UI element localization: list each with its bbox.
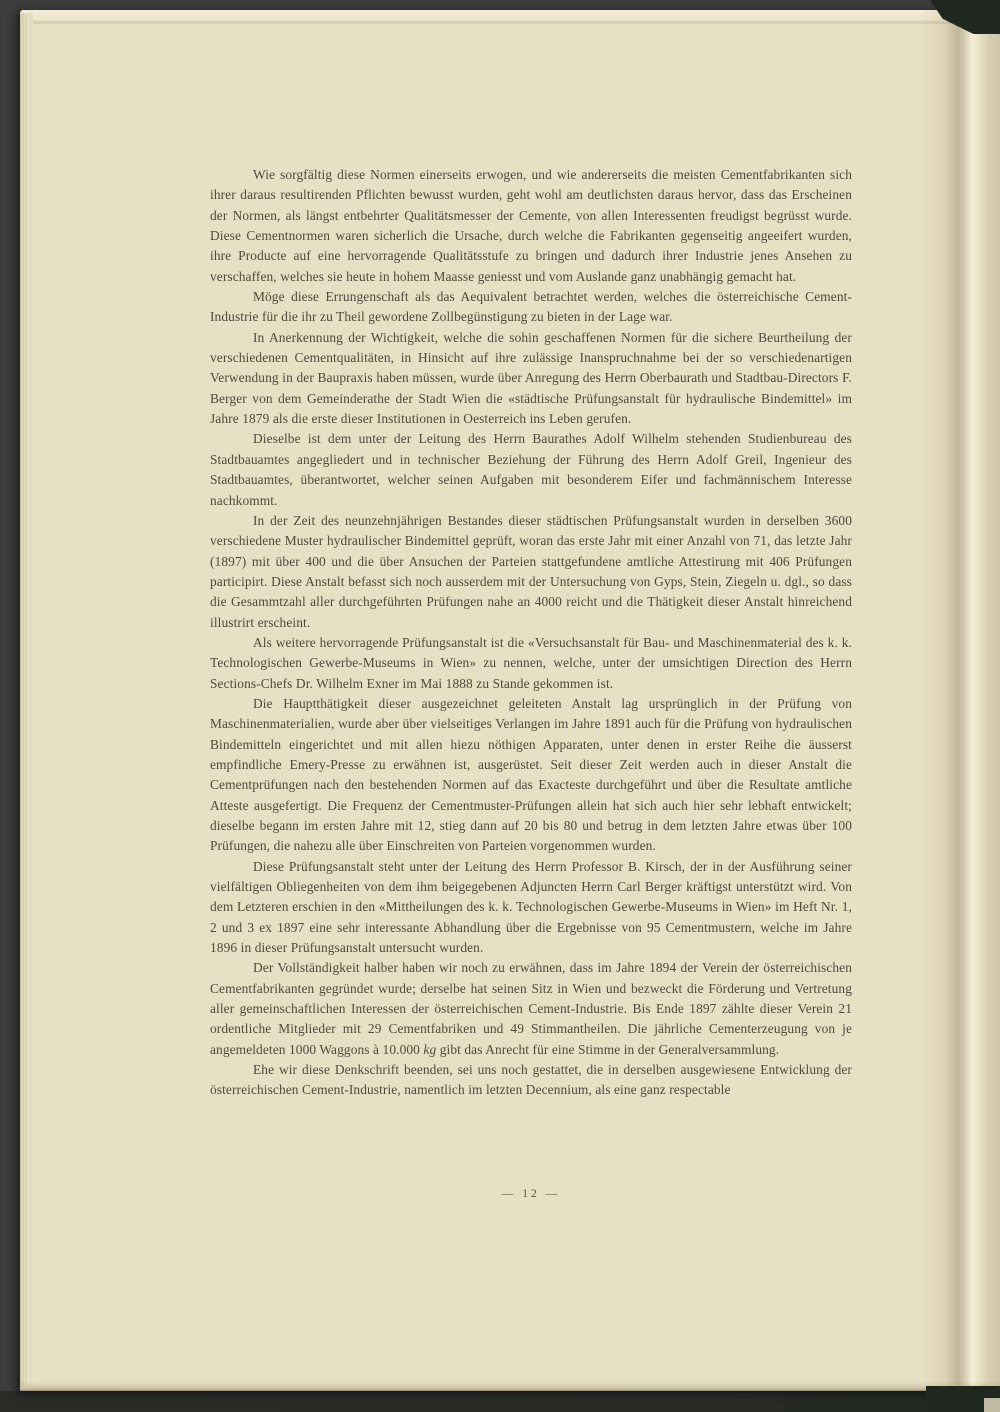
paragraph	[210, 165, 852, 287]
paragraph	[210, 857, 852, 959]
paragraph	[210, 694, 852, 857]
text-run: Die Hauptthätigkeit dieser ausgezeichnet geleiteten Anstalt lag ursprünglich in der Prüfung von Maschinenmaterialien, wurde aber über vielseitiges Verlangen im Jahre 1891 auch für die Prüfung von hydraulischen Bindemitteln eingerichtet und mit allen hiezu nöthigen Apparaten, unter denen in erster Reihe die äusserst empfindliche Emery-Presse zu erwähnen ist, ausgerüstet. Seit dieser Zeit werden auch in dieser Anstalt die Cementprüfungen nach den bestehenden Normen auf das Exacteste durchgeführt und über die Resultate amtliche Atteste ausgefertigt. Die Frequenz der Cementmuster-Prüfungen allein hat sich auch hier sehr lebhaft entwickelt; dieselbe begann im ersten Jahre mit 12, stieg dann auf 20 bis 80 und betrug in dem letzten Jahre etwas über 100 Prüfungen, die nahezu alle über Einschreiten von Parteien vorgenommen wurden.	[210, 695, 852, 854]
body-text	[210, 165, 852, 1101]
page-number: — 12 —	[501, 1188, 561, 1200]
text-run: Als weitere hervorragende Prüfungsanstalt ist die «Versuchsanstalt für Bau- und Maschinenmaterial des k. k. Technologischen Gewerbe-Museums in Wien» zu nennen, welche, unter der umsichtigen Direction des Herrn Sections-Chefs Dr. Wilhelm Exner im Mai 1888 zu Stande gekommen ist.	[210, 634, 852, 691]
book-cover-corner-bottom-right	[926, 1386, 1000, 1412]
text-run: Möge diese Errungenschaft als das Aequivalent betrachtet werden, welches die österreichische Cement-Industrie für die ihr zu Theil gewordene Zollbegünstigung zu bieten in der Lage war.	[210, 289, 852, 325]
page-gutter-fold	[922, 10, 1000, 1391]
text-run: Wie sorgfältig diese Normen einerseits erwogen, und wie andererseits die meisten Cementfabrikanten sich ihrer daraus resultirenden Pflichten bewusst wurden, geht wohl am deutlichsten daraus hervor, dass das Erscheinen der Normen, als längst entbehrter Qualitätsmesser der Cemente, von allen Interessenten freudigst begrüsst wurde. Diese Cementnormen waren sicherlich die Ursache, durch welche die Fabrikanten gegenseitig angeeifert wurden, ihre Producte auf eine hervorragende Qualitätsstufe zu bringen und dadurch ihrer Industrie jenes Ansehen zu verschaffen, welches sie heute in hohem Maasse geniesst und vom Auslande ganz unabhängig gemacht hat.	[210, 167, 852, 284]
page-bottom-edge	[20, 1381, 1000, 1391]
book-cover-bottom-shadow	[0, 1391, 1000, 1412]
book-page	[20, 10, 1000, 1391]
paragraph	[210, 1060, 852, 1101]
paragraph	[210, 633, 852, 694]
text-run: gibt das Anrecht für eine Stimme in der Generalversammlung.	[436, 1041, 780, 1057]
text-run: In Anerkennung der Wichtigkeit, welche die sohin geschaffenen Normen für die sichere Beurtheilung der verschiedenen Cementqualitäten, in Hinsicht auf ihre zulässige Inanspruchnahme bei der so verschiedenartigen Verwendung in der Baupraxis haben müssen, wurde über Anregung des Herrn Oberbaurath und Stadtbau-Directors F. Berger von dem Gemeinderathe der Stadt Wien die «städtische Prüfungsanstalt für hydraulische Bindemittel» im Jahre 1879 als die erste dieser Institutionen in Oesterreich ins Leben gerufen.	[210, 329, 852, 427]
page-stack-left-edge	[20, 13, 33, 1388]
text-run: Ehe wir diese Denkschrift beenden, sei uns noch gestattet, die in derselben ausgewiesene Entwicklung der österreichischen Cement-Industrie, namentlich im letzten Decennium, als eine ganz respectable	[210, 1062, 852, 1098]
text-run: Der Vollständigkeit halber haben wir noch zu erwähnen, dass im Jahre 1894 der Verein der österreichischen Cementfabrikanten gegründet wurde; derselbe hat seinen Sitz in Wien und bezweckt die Förderung und Vertretung aller gemeinschaftlichen Interessen der österreichischen Cement-Industrie. Bis Ende 1897 zählte dieser Verein 21 ordentliche Mitglieder mit 29 Cementfabriken und 49 Stimmantheilen. Die jährliche Cementerzeugung von je angemeldeten 1000 Waggons à 10.000	[210, 960, 852, 1057]
paragraph	[210, 429, 852, 510]
paragraph	[210, 287, 852, 328]
italic-text-run: kg	[423, 1041, 437, 1057]
text-run: Dieselbe ist dem unter der Leitung des Herrn Baurathes Adolf Wilhelm stehenden Studienbureau des Stadtbauamtes angegliedert und in technischer Beziehung der Führung des Herrn Adolf Greil, Ingenieur des Stadtbauamtes, überantwortet, welcher seinen Aufgaben mit besonderem Eifer und fachmännischem Interesse nachkommt.	[210, 431, 852, 508]
next-page-corner-sliver	[984, 1398, 1000, 1412]
paragraph	[210, 958, 852, 1060]
text-run: Diese Prüfungsanstalt steht unter der Leitung des Herrn Professor B. Kirsch, der in der Ausführung seiner vielfältigen Obliegenheiten von dem ihm beigegebenen Adjuncten Herrn Carl Berger kräftigst unterstützt wird. Von dem Letzteren erschien in den «Mittheilungen des k. k. Technologischen Gewerbe-Museums in Wien» im Heft Nr. 1, 2 und 3 ex 1897 eine sehr interessante Abhandlung über die Ergebnisse von 95 Cementmustern, welche im Jahre 1896 in dieser Prüfungsanstalt untersucht wurden.	[210, 858, 852, 956]
text-run: In der Zeit des neunzehnjährigen Bestandes dieser städtischen Prüfungsanstalt wurden in derselben 3600 verschiedene Muster hydraulischer Bindemittel geprüft, woran das erste Jahr mit einer Anzahl von 71, das letzte Jahr (1897) mit über 400 und die über Ansuchen der Parteien stattgefundene amtliche Attestirung mit 406 Prüfungen participirt. Diese Anstalt befasst sich noch ausserdem mit der Untersuchung von Gyps, Stein, Ziegeln u. dgl., so dass die Gesammtzahl aller durchgeführten Prüfungen nahe an 4000 reicht und die Thätigkeit dieser Anstalt hinreichend illustrirt erscheint.	[210, 512, 852, 630]
paragraph	[210, 328, 852, 430]
page-top-edge	[22, 10, 970, 24]
paragraph	[210, 511, 852, 633]
